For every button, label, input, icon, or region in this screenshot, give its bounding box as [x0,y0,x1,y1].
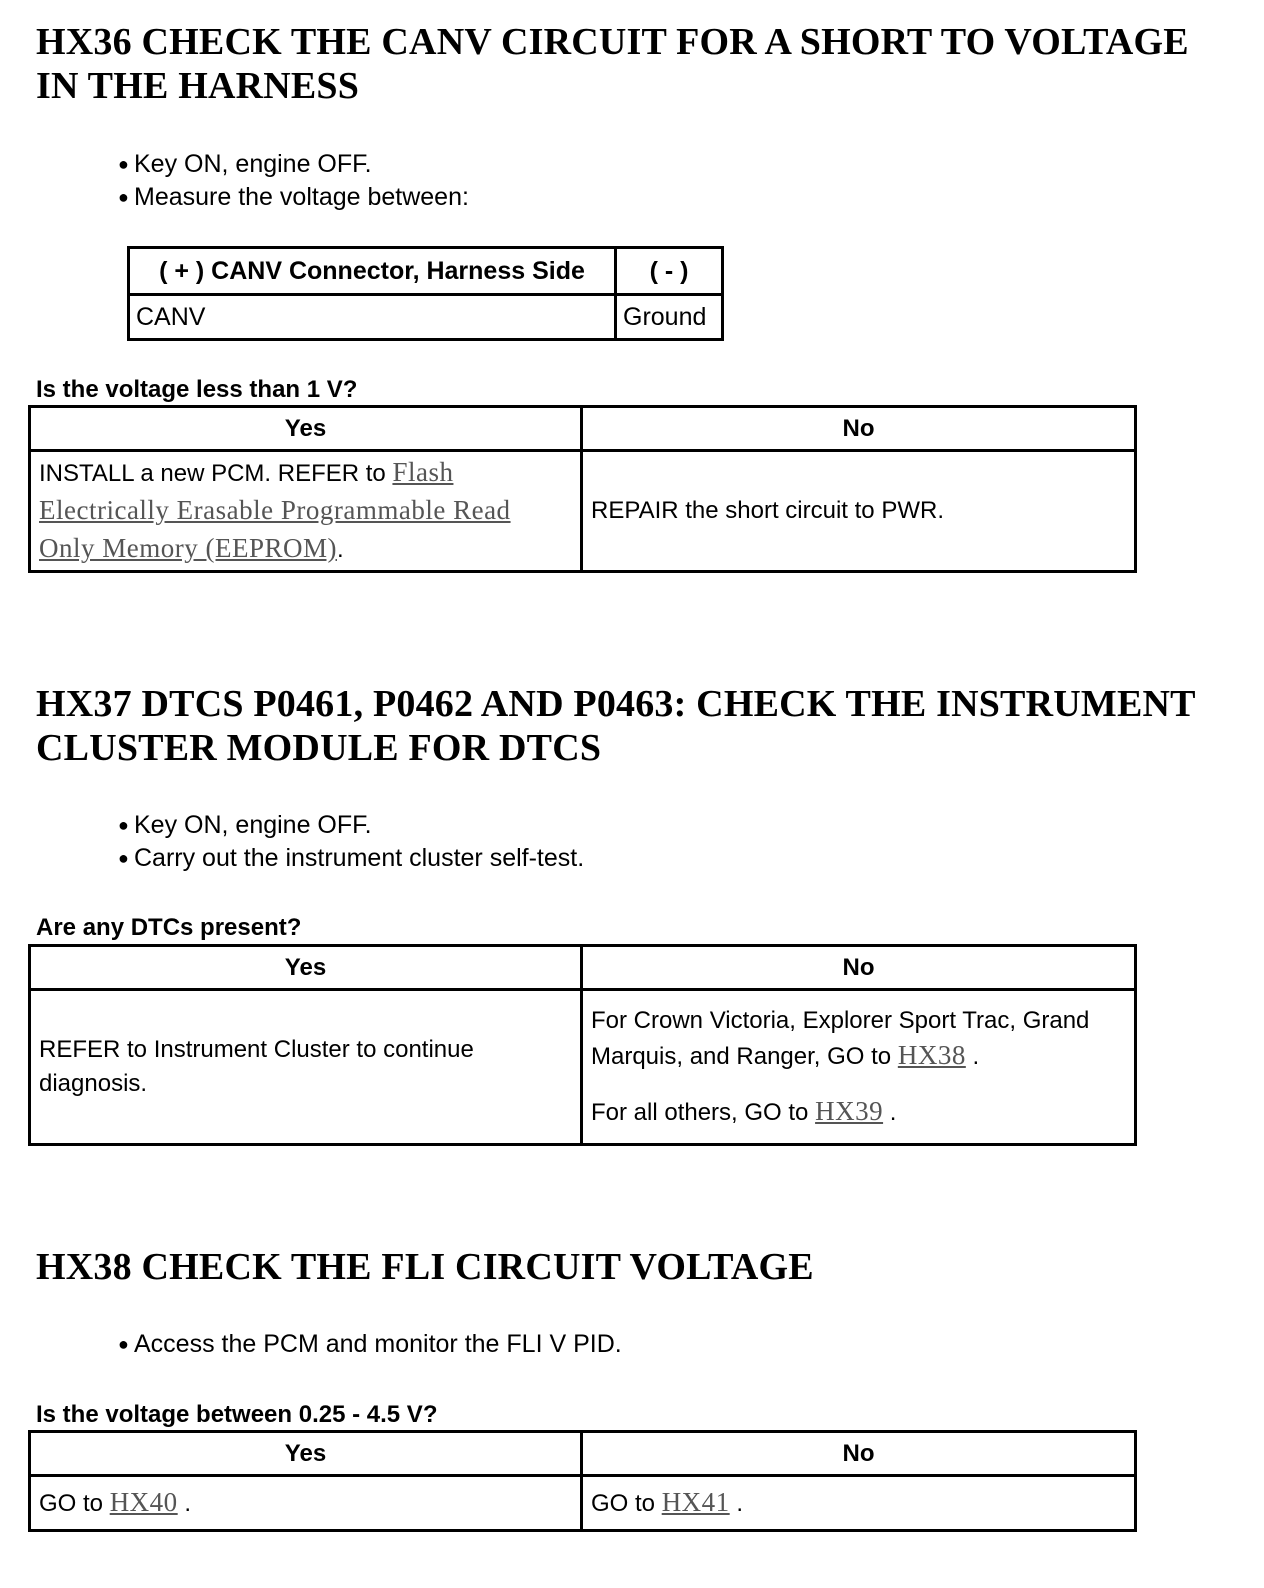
measure-header-negative: ( - ) [616,248,723,295]
hx37-heading: HX37 DTCS P0461, P0462 AND P0463: CHECK THE INSTRUMENT CLUSTER MODULE FOR DTCS [36,683,1196,769]
hx37-yes-cell: REFER to Instrument Cluster to continue diagnosis. [30,990,582,1145]
hx36-no-cell: REPAIR the short circuit to PWR. [582,451,1136,572]
list-item: ● Key ON, engine OFF. [118,809,584,842]
measure-header-positive: ( + ) CANV Connector, Harness Side [129,248,616,295]
hx38-link[interactable]: HX38 [897,1040,966,1070]
hx38-result-table [28,1430,1137,1532]
bullet-icon: ● [118,154,129,174]
hx36-yes-cell: INSTALL a new PCM. REFER to Flash Electrically Erasable Programmable Read Only Memory (EEPROM). [30,451,582,572]
hx36-measurement-table [127,246,724,341]
bullet-icon: ● [118,187,129,207]
hx36-heading: HX36 CHECK THE CANV CIRCUIT FOR A SHORT TO VOLTAGE IN THE HARNESS [36,21,1189,107]
hx37-bullet-list [118,809,584,875]
hx41-link[interactable]: HX41 [661,1487,730,1517]
hx38-question: Is the voltage between 0.25 - 4.5 V? [36,1401,438,1428]
bullet-icon: ● [118,815,129,835]
hx37-result-table [28,944,1137,1146]
hx36-bullet-list [118,148,469,214]
hx38-no-cell: GO to HX41 . [582,1476,1136,1531]
list-item: ● Carry out the instrument cluster self-test. [118,842,584,875]
hx40-link[interactable]: HX40 [109,1487,178,1517]
bullet-icon: ● [118,848,129,868]
no-header: No [582,946,1136,990]
hx38-yes-cell: GO to HX40 . [30,1476,582,1531]
measure-cell-positive: CANV [129,295,616,340]
eeprom-link[interactable]: Flash Electrically Erasable Programmable Read Only Memory (EEPROM) [39,457,511,563]
list-item: ● Measure the voltage between: [118,181,469,214]
yes-header: Yes [30,1432,582,1476]
no-header: No [582,407,1136,451]
hx39-link[interactable]: HX39 [815,1096,884,1126]
no-header: No [582,1432,1136,1476]
hx38-heading: HX38 CHECK THE FLI CIRCUIT VOLTAGE [36,1246,814,1288]
hx37-no-cell: For Crown Victoria, Explorer Sport Trac, Grand Marquis, and Ranger, GO to HX38 . For all others, GO to HX39 . [582,990,1136,1145]
measure-cell-negative: Ground [616,295,723,340]
list-item: ● Access the PCM and monitor the FLI V PID. [118,1328,622,1361]
hx36-question: Is the voltage less than 1 V? [36,376,358,403]
hx36-result-table [28,405,1137,573]
bullet-icon: ● [118,1334,129,1354]
yes-header: Yes [30,946,582,990]
hx38-bullet-list [118,1328,622,1361]
hx37-question: Are any DTCs present? [36,914,302,941]
list-item: ● Key ON, engine OFF. [118,148,469,181]
yes-header: Yes [30,407,582,451]
